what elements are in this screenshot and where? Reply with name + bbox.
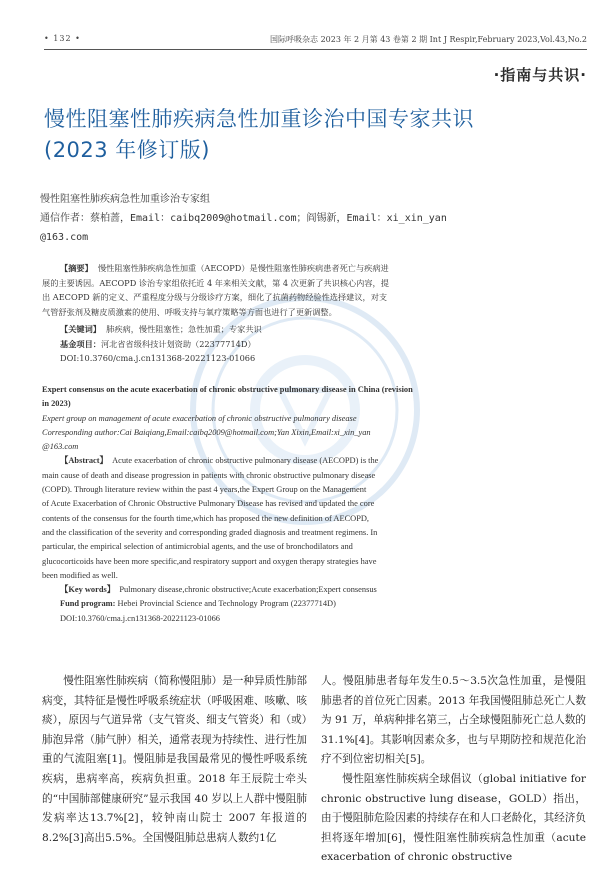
keywords-cn-label: 【关键词】 [60, 324, 101, 334]
keywords-en: Pulmonary disease,chronic obstructive;Acute exacerbation;Expert consensus [119, 585, 377, 595]
doi-cn: DOI:10.3760/cma.j.cn131368-20221123-01066 [60, 353, 256, 363]
abstract-cn-label: 【摘要】 [60, 263, 93, 273]
abstract-en-line: (COPD). Through literature review within the past 4 years,the Expert Group on the Management [42, 485, 367, 495]
fund-cn-label: 基金项目： [60, 338, 101, 349]
abstract-cn-line: 气管舒张剂及糖皮质激素的使用、呼吸支持与氧疗策略等方面也进行了更新调整。 [42, 306, 337, 317]
fund-en-label: Fund program: [60, 599, 116, 609]
title-line-1: 慢性阻塞性肺疾病急性加重诊治中国专家共识 [44, 107, 474, 131]
body-text [42, 672, 585, 872]
fund-cn: 河北省省级科技计划资助（22377714D） [100, 338, 256, 349]
keywords-cn: 肺疾病，慢性阻塞性；急性加重；专家共识 [106, 324, 262, 334]
body-paragraph: 人。慢阻肺患者每年发生0.5～3.5次急性加重，是慢阻肺患者的首位死亡因素。2013 年我国慢阻肺总死亡人数为 91 万，单病种排名第三，占全球慢阻肺死亡总人数的31.1%[4]。其影响因素众多，也与早期防控和规范化治疗不到位密切相关[5]。 [321, 675, 586, 766]
body-paragraph: 慢性阻塞性肺疾病全球倡议（global initiative for chronic obstructive lung disease，GOLD）指出，由于慢阻肺危险因素的持续存在和人口老龄化，其经济负担将逐年增加[6]，慢性阻塞性肺疾病急性加重（acute exacerbation of chronic obstructive [321, 772, 586, 864]
abstract-cn-line: 出 AECOPD 新的定义、严重程度分级与分级诊疗方案，细化了抗菌药物经验性选择建议，对支 [42, 292, 388, 302]
abstract-en-line: main cause of death and disease progression in patients with chronic obstructive pulmonary disease [42, 470, 376, 480]
en-title-line-1: Expert consensus on the acute exacerbation of chronic obstructive pulmonary disease in China (revision [42, 385, 413, 394]
abstract-en-line: of Acute Exacerbation of Chronic Obstructive Pulmonary Disease has revised and updated the core [42, 499, 375, 509]
abstract-en-label: 【Abstract】 [60, 456, 108, 466]
article-title [44, 104, 575, 166]
abstract-en-line: and the classification of the severity and corresponding graded diagnosis and treatment regimens. In [42, 527, 378, 537]
author-group: 慢性阻塞性肺疾病急性加重诊治专家组 [40, 194, 210, 205]
page-number: • 132 • [44, 34, 81, 43]
en-author-group: Expert group on management of acute exacerbation of chronic obstructive pulmonary disease [42, 413, 357, 423]
correspondence-cont: @163.com [40, 232, 89, 243]
doi-en: DOI:10.3760/cma.j.cn131368-20221123-01066 [60, 613, 220, 623]
en-correspondence-cont: @163.com [42, 442, 79, 452]
en-correspondence: Corresponding author:Cai Baiqiang,Email:caibq2009@hotmail.com;Yan Xixin,Email:xi_xin_yan [42, 427, 371, 437]
running-header [44, 34, 587, 48]
body-paragraph: 慢性阻塞性肺疾病（简称慢阻肺）是一种异质性肺部病变，其特征是慢性呼吸系统症状（呼吸困难、咳嗽、咳痰），原因与气道异常（支气管炎、细支气管炎）和（或）肺泡异常（肺气肿）相关，通常表现为持续性、进行性加重的气流阻塞[1]。慢阻肺是我国最常见的慢性呼吸系统疾病，患病率高，疾病负担重。2018 年王辰院士牵头的“中国肺部健康研究”显示我国 40 岁以上人群中慢阻肺发病率达13.7%[2]，较钟南山院士 2007 年报道的8.2%[3]高出5.5%。全国慢阻肺总患病人数约1亿 [42, 675, 307, 844]
abstract-en-line: particular, the empirical selection of antimicrobial agents, and the use of bronchodilators and [42, 542, 353, 552]
abstract-en-line: contents of the consensus for the fourth time,which has proposed the new definition of AECOPD, [42, 513, 370, 523]
abstract-cn-line: 慢性阻塞性肺疾病急性加重（AECOPD）是慢性阻塞性肺疾病患者死亡与疾病进 [97, 263, 389, 273]
en-title-line-2: in 2023) [42, 399, 71, 409]
section-label: ·指南与共识· [493, 66, 587, 84]
abstract-en-line: Acute exacerbation of chronic obstructive pulmonary disease (AECOPD) is the [112, 456, 379, 466]
journal-info: 国际呼吸杂志 2023 年 2 月第 43 卷第 2 期 Int J Respir,February 2023,Vol.43,No.2 [270, 35, 587, 44]
fund-en: Hebei Provincial Science and Technology Program (22377714D) [117, 599, 336, 609]
header-rule [44, 49, 587, 50]
body-column-right [321, 672, 586, 868]
title-line-2: (2023 年修订版) [44, 138, 211, 162]
abstract-en-line: been modified as well. [42, 570, 118, 580]
author-block [40, 190, 587, 247]
body-column-left [42, 672, 307, 848]
abstract-cn [42, 261, 587, 366]
keywords-en-label: 【Key words】 [60, 585, 116, 595]
abstract-en-line: glucocorticoids have been more specific,and respiratory support and oxygen therapy strategies have [42, 556, 377, 566]
correspondence: 通信作者：蔡柏蔷，Email：caibq2009@hotmail.com；阎锡新，Email：xi_xin_yan [40, 213, 447, 224]
abstract-cn-line: 展的主要诱因。AECOPD 诊治专家组依托近 4 年来相关文献，第 4 次更新了共识核心内容，提 [42, 277, 389, 288]
abstract-en [42, 383, 587, 626]
